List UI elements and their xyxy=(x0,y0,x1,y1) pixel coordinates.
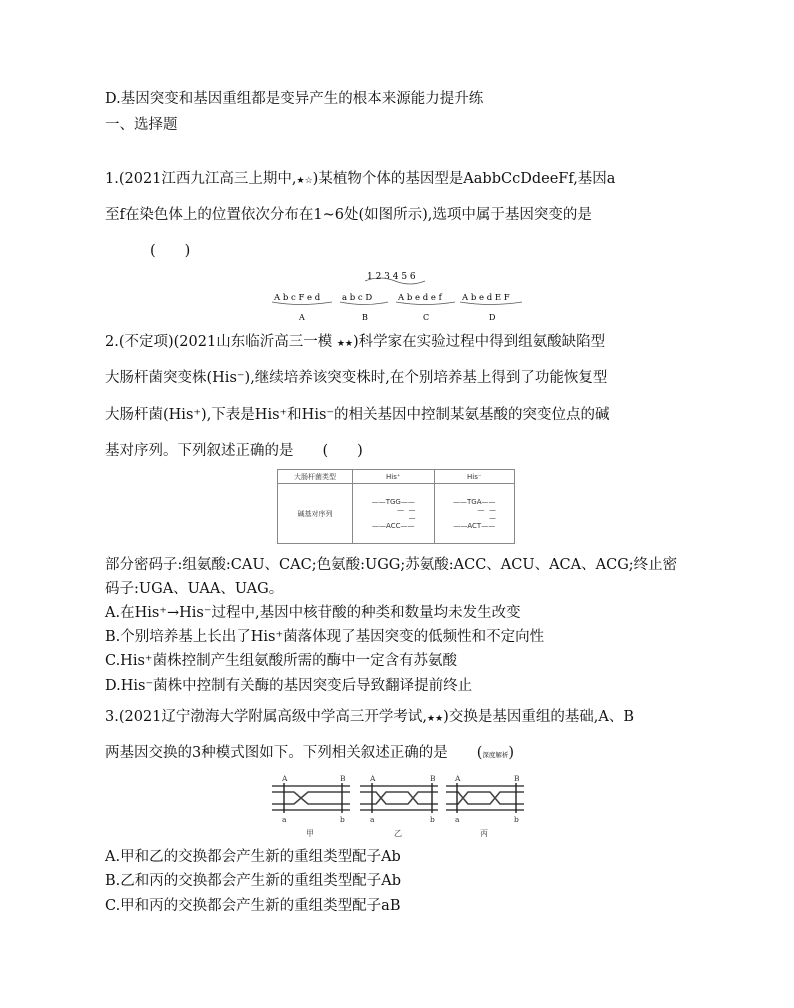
option-d-line: D.基因突变和基因重组都是变异产生的根本来源能力提升练 xyxy=(105,91,484,107)
question-2-option-b: B.个别培养基上长出了His⁺菌落体现了基因突变的低频性和不定向性 xyxy=(105,629,545,645)
option-label-b: B xyxy=(362,313,368,322)
question-2-stem: )科学家在实验过程中得到组氨酸缺陷型 xyxy=(352,334,606,350)
question-3-source: 3.(2021辽宁渤海大学附属高级中学高三开学考试, xyxy=(105,709,428,725)
question-2-line-4: 基对序列。下列叙述正确的是 ( ) xyxy=(105,443,363,459)
question-3-line-2 xyxy=(105,744,514,764)
his-plus-sequence: ——TGG—— — — — ——ACC—— xyxy=(353,484,435,544)
chromosome-d: A b e d E F xyxy=(462,293,510,303)
question-2-option-d: D.His⁻菌株中控制有关酶的基因突变后导致翻译提前终止 xyxy=(105,678,473,694)
gene-label: B xyxy=(430,774,436,783)
locus-numbers: 1 2 3 4 5 6 xyxy=(367,272,416,282)
gene-label: B xyxy=(514,774,520,783)
gene-label: B xyxy=(340,774,346,783)
crossover-panel-3 xyxy=(446,786,524,810)
option-label-d: D xyxy=(489,313,496,322)
his-minus-bottom: ACT xyxy=(467,521,482,530)
deep-analysis-note: 深度解析 xyxy=(482,751,509,759)
gene-label: A xyxy=(370,774,376,783)
question-1-answer-bracket: ( ) xyxy=(150,243,191,259)
section-heading: 一、选择题 xyxy=(105,117,178,133)
panel-name-yi: 乙 xyxy=(394,829,402,838)
question-2-line-2: 大肠杆菌突变株(His⁻),继续培养该突变株时,在个别培养基上得到了功能恢复型 xyxy=(105,370,608,386)
his-minus-top: TGA xyxy=(467,497,482,506)
question-2-source: 2.(不定项)(2021山东临沂高三一模 xyxy=(105,334,333,350)
gene-label: b xyxy=(340,815,345,824)
question-1-stem: )某植物个体的基因型是AabbCcDdeeFf,基因a xyxy=(312,171,616,187)
question-2-line-3: 大肠杆菌(His⁺),下表是His⁺和His⁻的相关基因中控制某氨基酸的突变位点的碱 xyxy=(105,407,610,423)
his-minus-sequence: ——TGA—— — — — ——ACT—— xyxy=(434,484,514,544)
question-3-stem: )交换是基因重组的基础,A、B xyxy=(443,709,635,725)
question-3-option-a: A.甲和乙的交换都会产生新的重组类型配子Ab xyxy=(105,849,401,865)
question-3-line-1 xyxy=(105,708,634,728)
difficulty-star-icon: ★★ xyxy=(427,714,444,724)
question-1-line-2: 至f在染色体上的位置依次分布在1~6处(如图所示),选项中属于基因突变的是 xyxy=(105,207,592,223)
question-1-source: 1.(2021江西九江高三上期中, xyxy=(105,171,297,187)
gene-label: b xyxy=(514,815,519,824)
table-header-type: 大肠杆菌类型 xyxy=(278,470,353,484)
question-3-option-c: C.甲和丙的交换都会产生新的重组类型配子aB xyxy=(105,898,401,914)
gene-label: A xyxy=(455,774,461,783)
table-header-his-minus: His⁻ xyxy=(434,470,514,484)
his-plus-top: TGG xyxy=(385,497,401,506)
table-header-his-plus: His⁺ xyxy=(353,470,435,484)
codon-line-2: 码子:UGA、UAA、UAG。 xyxy=(105,581,284,597)
difficulty-star-icon: ★★ xyxy=(336,339,353,349)
chromosome-figure xyxy=(270,265,530,327)
chromosome-a: A b c F e d xyxy=(274,293,321,303)
panel-name-bing: 丙 xyxy=(480,829,488,838)
question-3-bracket-end: ) xyxy=(508,745,515,761)
question-2-option-a: A.在His⁺→His⁻过程中,基因中核苷酸的种类和数量均未发生改变 xyxy=(105,605,521,621)
his-plus-bottom: ACC xyxy=(386,521,401,530)
codon-line-1: 部分密码子:组氨酸:CAU、CAC;色氨酸:UGG;苏氨酸:ACC、ACU、ACA、ACG;终止密 xyxy=(105,557,678,573)
crossover-figure xyxy=(268,772,530,840)
question-3-option-b: B.乙和丙的交换都会产生新的重组类型配子Ab xyxy=(105,873,402,889)
question-2-line-1 xyxy=(105,333,605,353)
gene-label: A xyxy=(282,774,288,783)
chromosome-row xyxy=(273,293,510,303)
chromosome-b: a b c D xyxy=(342,293,373,303)
his-sequence-table xyxy=(277,469,515,544)
question-2-option-c: C.His⁺菌株控制产生组氨酸所需的酶中一定含有苏氨酸 xyxy=(105,653,458,669)
gene-label: a xyxy=(455,815,460,824)
panel-name-jia: 甲 xyxy=(306,829,314,838)
chromosome-c: A b e d e f xyxy=(398,293,442,303)
option-label-a: A xyxy=(299,313,305,322)
question-1-line-1 xyxy=(105,170,615,190)
difficulty-star-icon: ★☆ xyxy=(296,176,313,186)
question-3-stem-2: 两基因交换的3种模式图如下。下列相关叙述正确的是 ( xyxy=(105,745,483,761)
gene-label: b xyxy=(430,815,435,824)
option-label-c: C xyxy=(423,313,430,322)
gene-label: a xyxy=(282,815,287,824)
table-row-label: 碱基对序列 xyxy=(278,484,353,544)
gene-label: a xyxy=(370,815,375,824)
